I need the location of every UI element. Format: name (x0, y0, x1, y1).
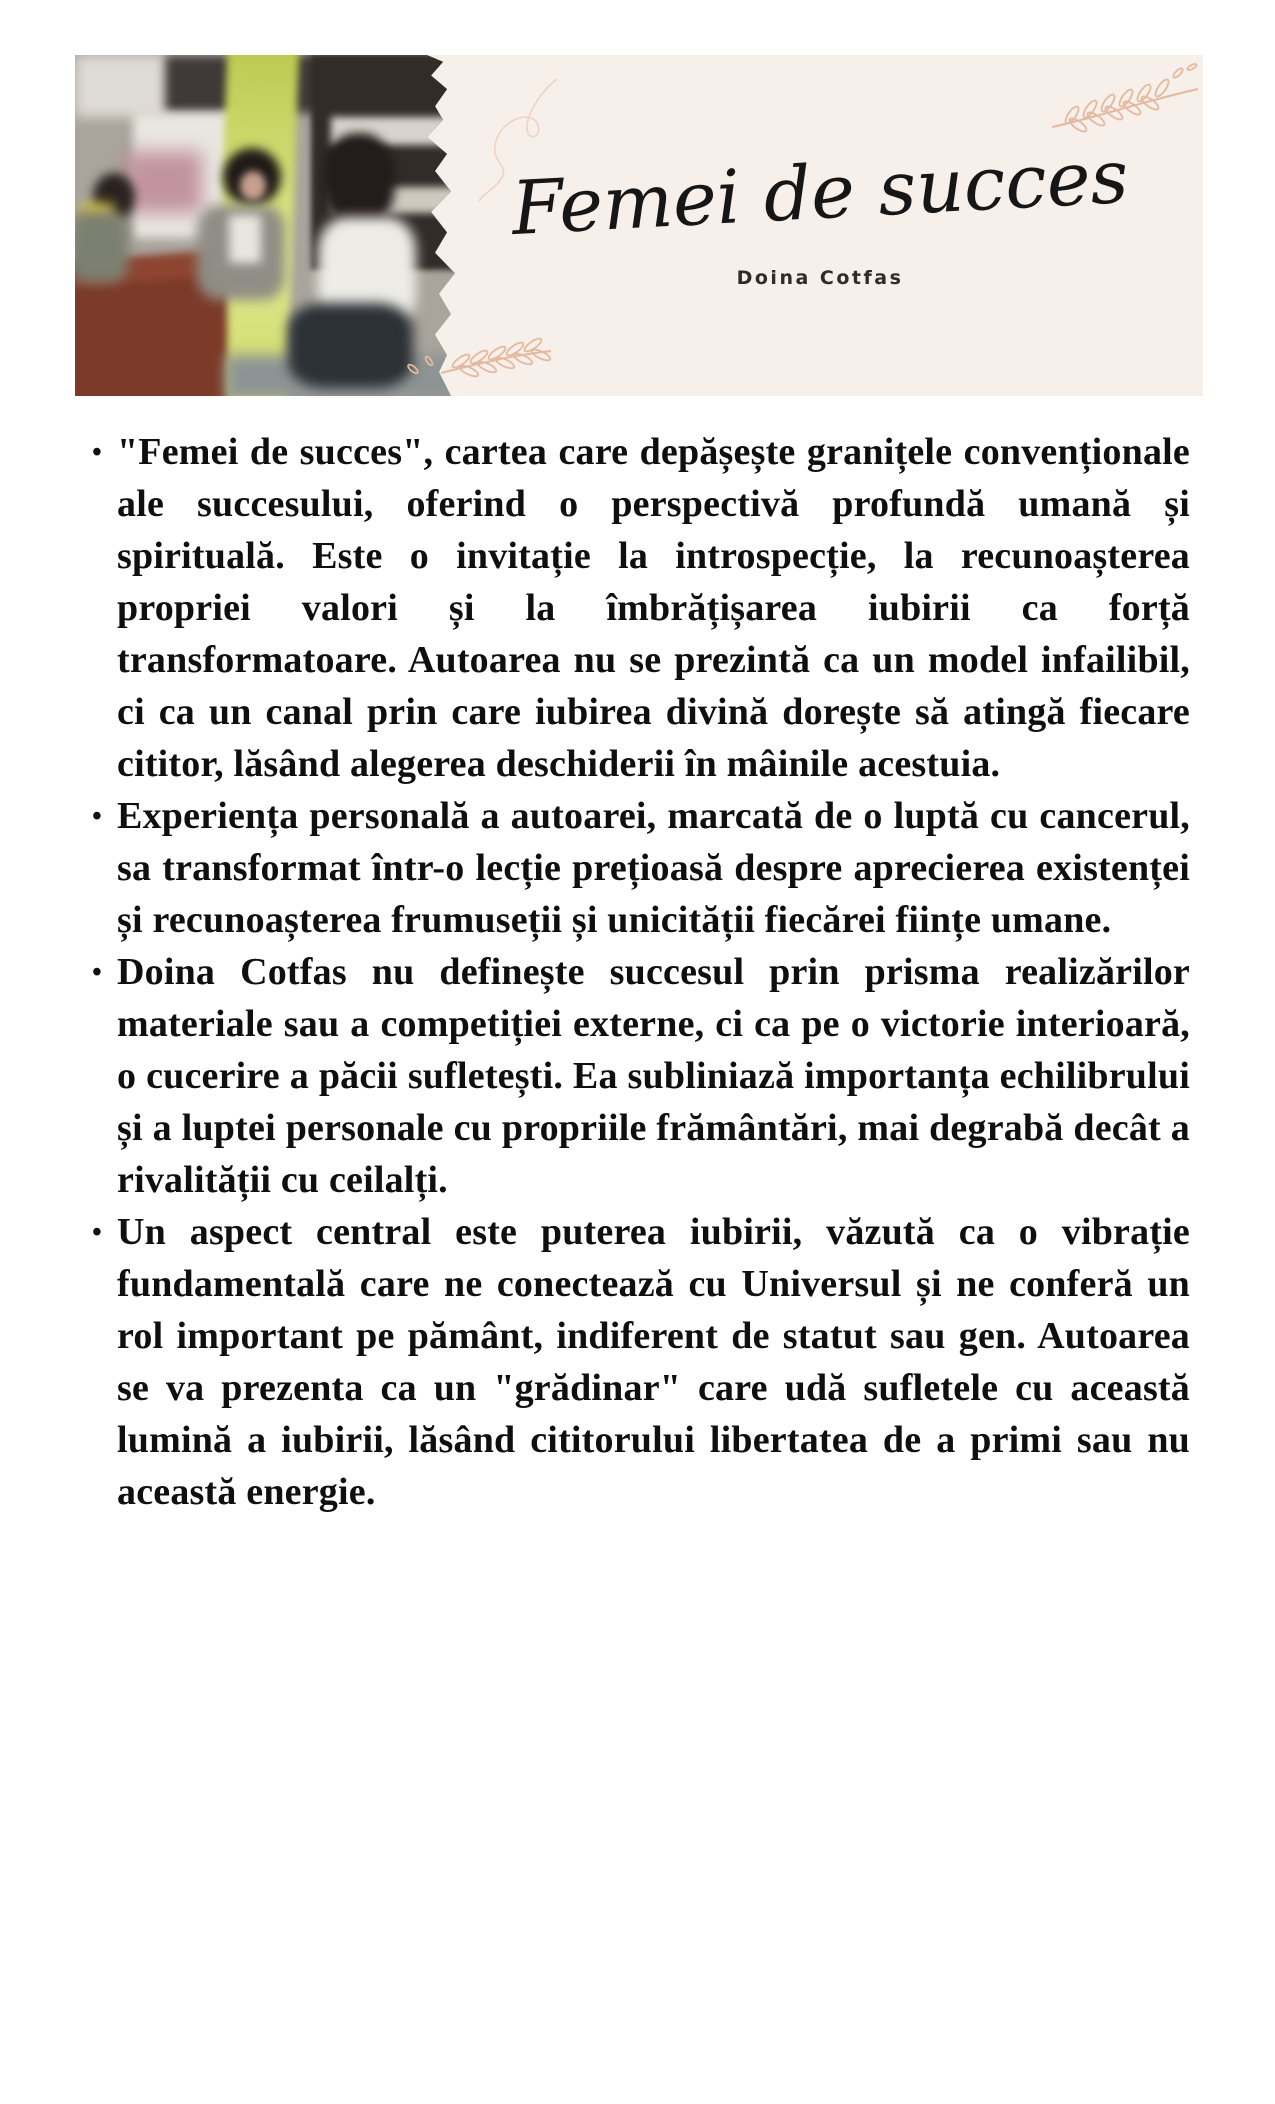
list-item: • Doina Cotfas nu definește succesul prin prisma realizărilor materiale sau a competiției externe, ci ca pe o victorie interioară, o cucerire a păcii sufletești. Ea subliniază importanța echilibrului și a luptei personale cu propriile frământări, mai degrabă decât a rivalității cu ceilalți. (90, 946, 1190, 1206)
photo-blur-shape (323, 133, 395, 228)
list-item: • Experiența personală a autoarei, marcată de o luptă cu cancerul, sa transformat într-o lecție prețioasă despre aprecierea existenței și recunoașterea frumuseții și unicității fiecărei ființe umane. (90, 790, 1190, 946)
list-item: • Un aspect central este puterea iubirii, văzută ca o vibrație fundamentală care ne conectează cu Universul și ne conferă un rol important pe pământ, indiferent de statut sau gen. Autoarea se va prezenta ca un "grădinar" care udă sufletele cu această lumină a iubirii, lăsând cititorului libertatea de a primi sau nu această energie. (90, 1206, 1190, 1518)
photo-blur-shape (75, 211, 129, 283)
title-block (480, 133, 1160, 289)
photo-blur-shape (229, 215, 261, 263)
page-title: Femei de succes (509, 133, 1131, 253)
photo-blur-shape (127, 151, 202, 213)
author-name: Doina Cotfas (736, 267, 904, 289)
header-banner (75, 55, 1203, 396)
header-photo (75, 55, 475, 396)
photo-blur-shape (288, 303, 413, 388)
list-item: • "Femei de succes", cartea care depășește granițele convenționale ale succesului, oferind o perspectivă profundă umană și spirituală. Este o invitație la introspecție, la recunoașterea propriei valori și la îmbrățișarea iubirii ca forță transformatoare. Autoarea nu se prezintă ca un model infailibil, ci ca un canal prin care iubirea divină dorește să atingă fiecare cititor, lăsând alegerea deschiderii în mâinile acestuia. (90, 426, 1190, 790)
bullet-list (90, 426, 1190, 1518)
photo-blur-shape (240, 171, 266, 201)
